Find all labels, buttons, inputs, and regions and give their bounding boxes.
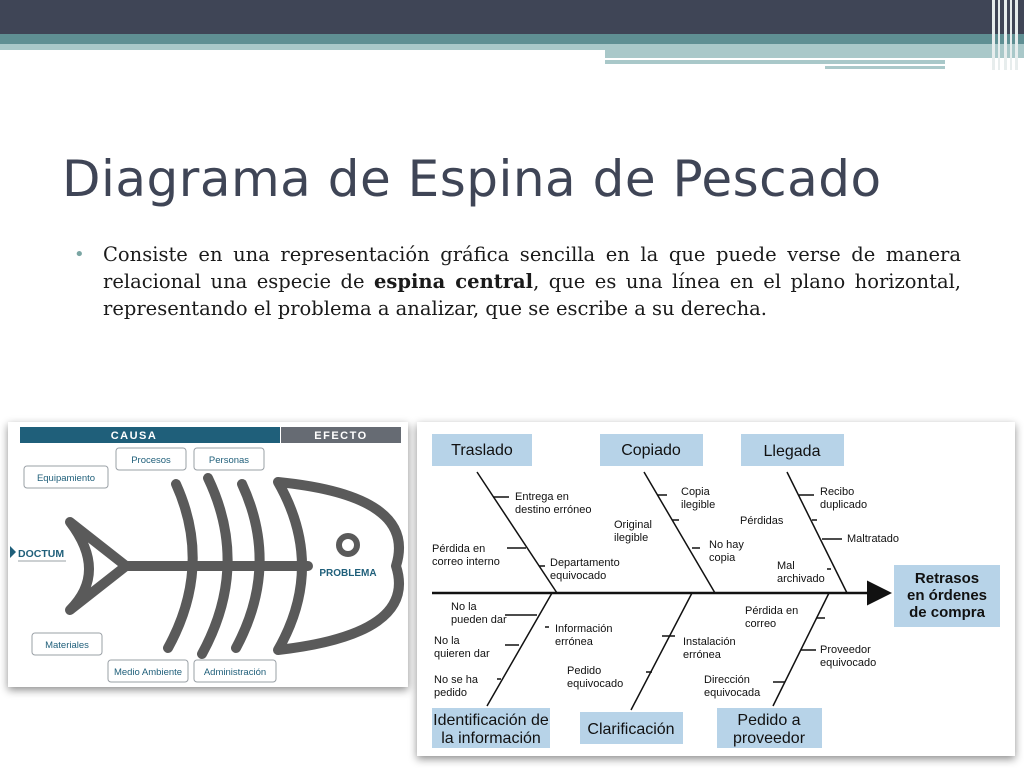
cause-no-se-line-2: pedido — [434, 687, 468, 699]
cause-informacion-line-2: errónea — [555, 636, 593, 648]
bullet-marker: • — [74, 244, 85, 265]
cause-mal-line-2: archivado — [777, 573, 825, 585]
personas-label: Personas — [208, 455, 250, 466]
category-identificacion-line-1: Identificación de — [433, 712, 549, 729]
cause-direccion-line-1: Dirección — [704, 674, 750, 686]
cause-copia-line-2: ilegible — [681, 499, 716, 511]
description-text-1: Consiste en una representación gráfica sencilla en la que puede verse de manera relacional una especie de — [103, 243, 961, 293]
cause-no-se-line-1: No se ha — [434, 674, 479, 686]
effect-header: EFECTO — [314, 430, 368, 442]
header-band — [0, 0, 1024, 70]
cause-perdida-correo-line-1: Pérdida en — [432, 543, 486, 555]
cause-header: CAUSA — [110, 430, 158, 442]
cause-proveedor-line-2: equivocado — [820, 657, 877, 669]
equipamiento-label: Equipamiento — [36, 473, 96, 484]
procesos-label: Procesos — [131, 455, 171, 466]
cause-no-quieren-line-1: No la — [434, 635, 460, 647]
cause-maltratado: Maltratado — [847, 533, 899, 545]
doctum-logo-icon — [10, 546, 16, 558]
materiales-label: Materiales — [45, 640, 89, 651]
cause-direccion-line-2: equivocada — [704, 687, 761, 699]
cause-departamento-line-2: equivocado — [550, 570, 607, 582]
cause-recibo-line-2: duplicado — [820, 499, 868, 511]
cause-no-hay-line-1: No hay — [709, 539, 744, 551]
fish-skeleton — [70, 478, 399, 654]
cause-copia-line-1: Copia — [681, 486, 710, 498]
generic-fishbone-diagram — [8, 422, 408, 687]
cause-informacion-line-1: Información — [555, 623, 613, 635]
cause-perdida-en-line-1: Pérdida en — [745, 605, 799, 617]
cause-recibo-line-1: Recibo — [820, 486, 855, 498]
order-delays-fishbone-diagram — [417, 422, 1015, 756]
effect-line-3: de compra — [909, 604, 985, 621]
category-pedido-line-2: proveedor — [732, 730, 806, 747]
category-copiado: Copiado — [621, 442, 681, 459]
doctum-logo-text: DOCTUM — [18, 548, 65, 560]
cause-no-quieren-line-2: quieren dar — [434, 648, 490, 660]
cause-no-pueden-line-2: pueden dar — [451, 614, 507, 626]
cause-no-pueden-line-1: No la — [451, 601, 477, 613]
fish-eye — [339, 536, 357, 554]
effect-line-2: en órdenes — [906, 587, 988, 604]
problem-label: PROBLEMA — [319, 568, 377, 579]
cause-instalacion-line-1: Instalación — [683, 636, 736, 648]
cause-pedido-eq-line-1: Pedido — [567, 665, 602, 677]
description-bold-term: espina central — [373, 270, 534, 293]
cause-perdida-correo-line-2: correo interno — [432, 556, 500, 568]
category-traslado: Traslado — [451, 442, 513, 459]
cause-entrega-line-2: destino erróneo — [515, 504, 592, 516]
category-identificacion-line-2: la información — [441, 730, 541, 747]
cause-mal-line-1: Mal — [777, 560, 795, 572]
cause-instalacion-line-2: errónea — [683, 649, 721, 661]
description-text-2: , que es una línea en el plano horizontal, representando el problema a analizar, que se escribe a su derecha. — [103, 270, 962, 320]
cause-proveedor-line-1: Proveedor — [820, 644, 871, 656]
cause-original-line-1: Original — [614, 519, 652, 531]
effect-line-1: Retrasos — [914, 570, 980, 587]
cause-original-line-2: ilegible — [614, 532, 649, 544]
cause-pedido-eq-line-2: equivocado — [567, 678, 624, 690]
category-clarificacion: Clarificación — [587, 721, 675, 738]
cause-perdida-en-line-2: correo — [745, 618, 777, 630]
cause-entrega-line-1: Entrega en — [515, 491, 569, 503]
generic-fishbone-panel — [8, 422, 408, 687]
order-delays-fishbone-panel — [417, 422, 1015, 756]
cause-no-hay-line-2: copia — [709, 552, 736, 564]
category-pedido-line-1: Pedido a — [737, 712, 801, 729]
medio-ambiente-label: Medio Ambiente — [113, 667, 183, 678]
bone-identificacion — [487, 593, 552, 706]
description-paragraph — [103, 241, 961, 322]
administracion-label: Administración — [203, 667, 267, 678]
fish-tail — [70, 522, 126, 610]
category-llegada: Llegada — [763, 443, 821, 460]
slide-title: Diagrama de Espina de Pescado — [62, 150, 882, 208]
cause-perdidas: Pérdidas — [740, 515, 784, 527]
cause-departamento-line-1: Departamento — [550, 557, 620, 569]
doctum-logo — [10, 546, 66, 561]
